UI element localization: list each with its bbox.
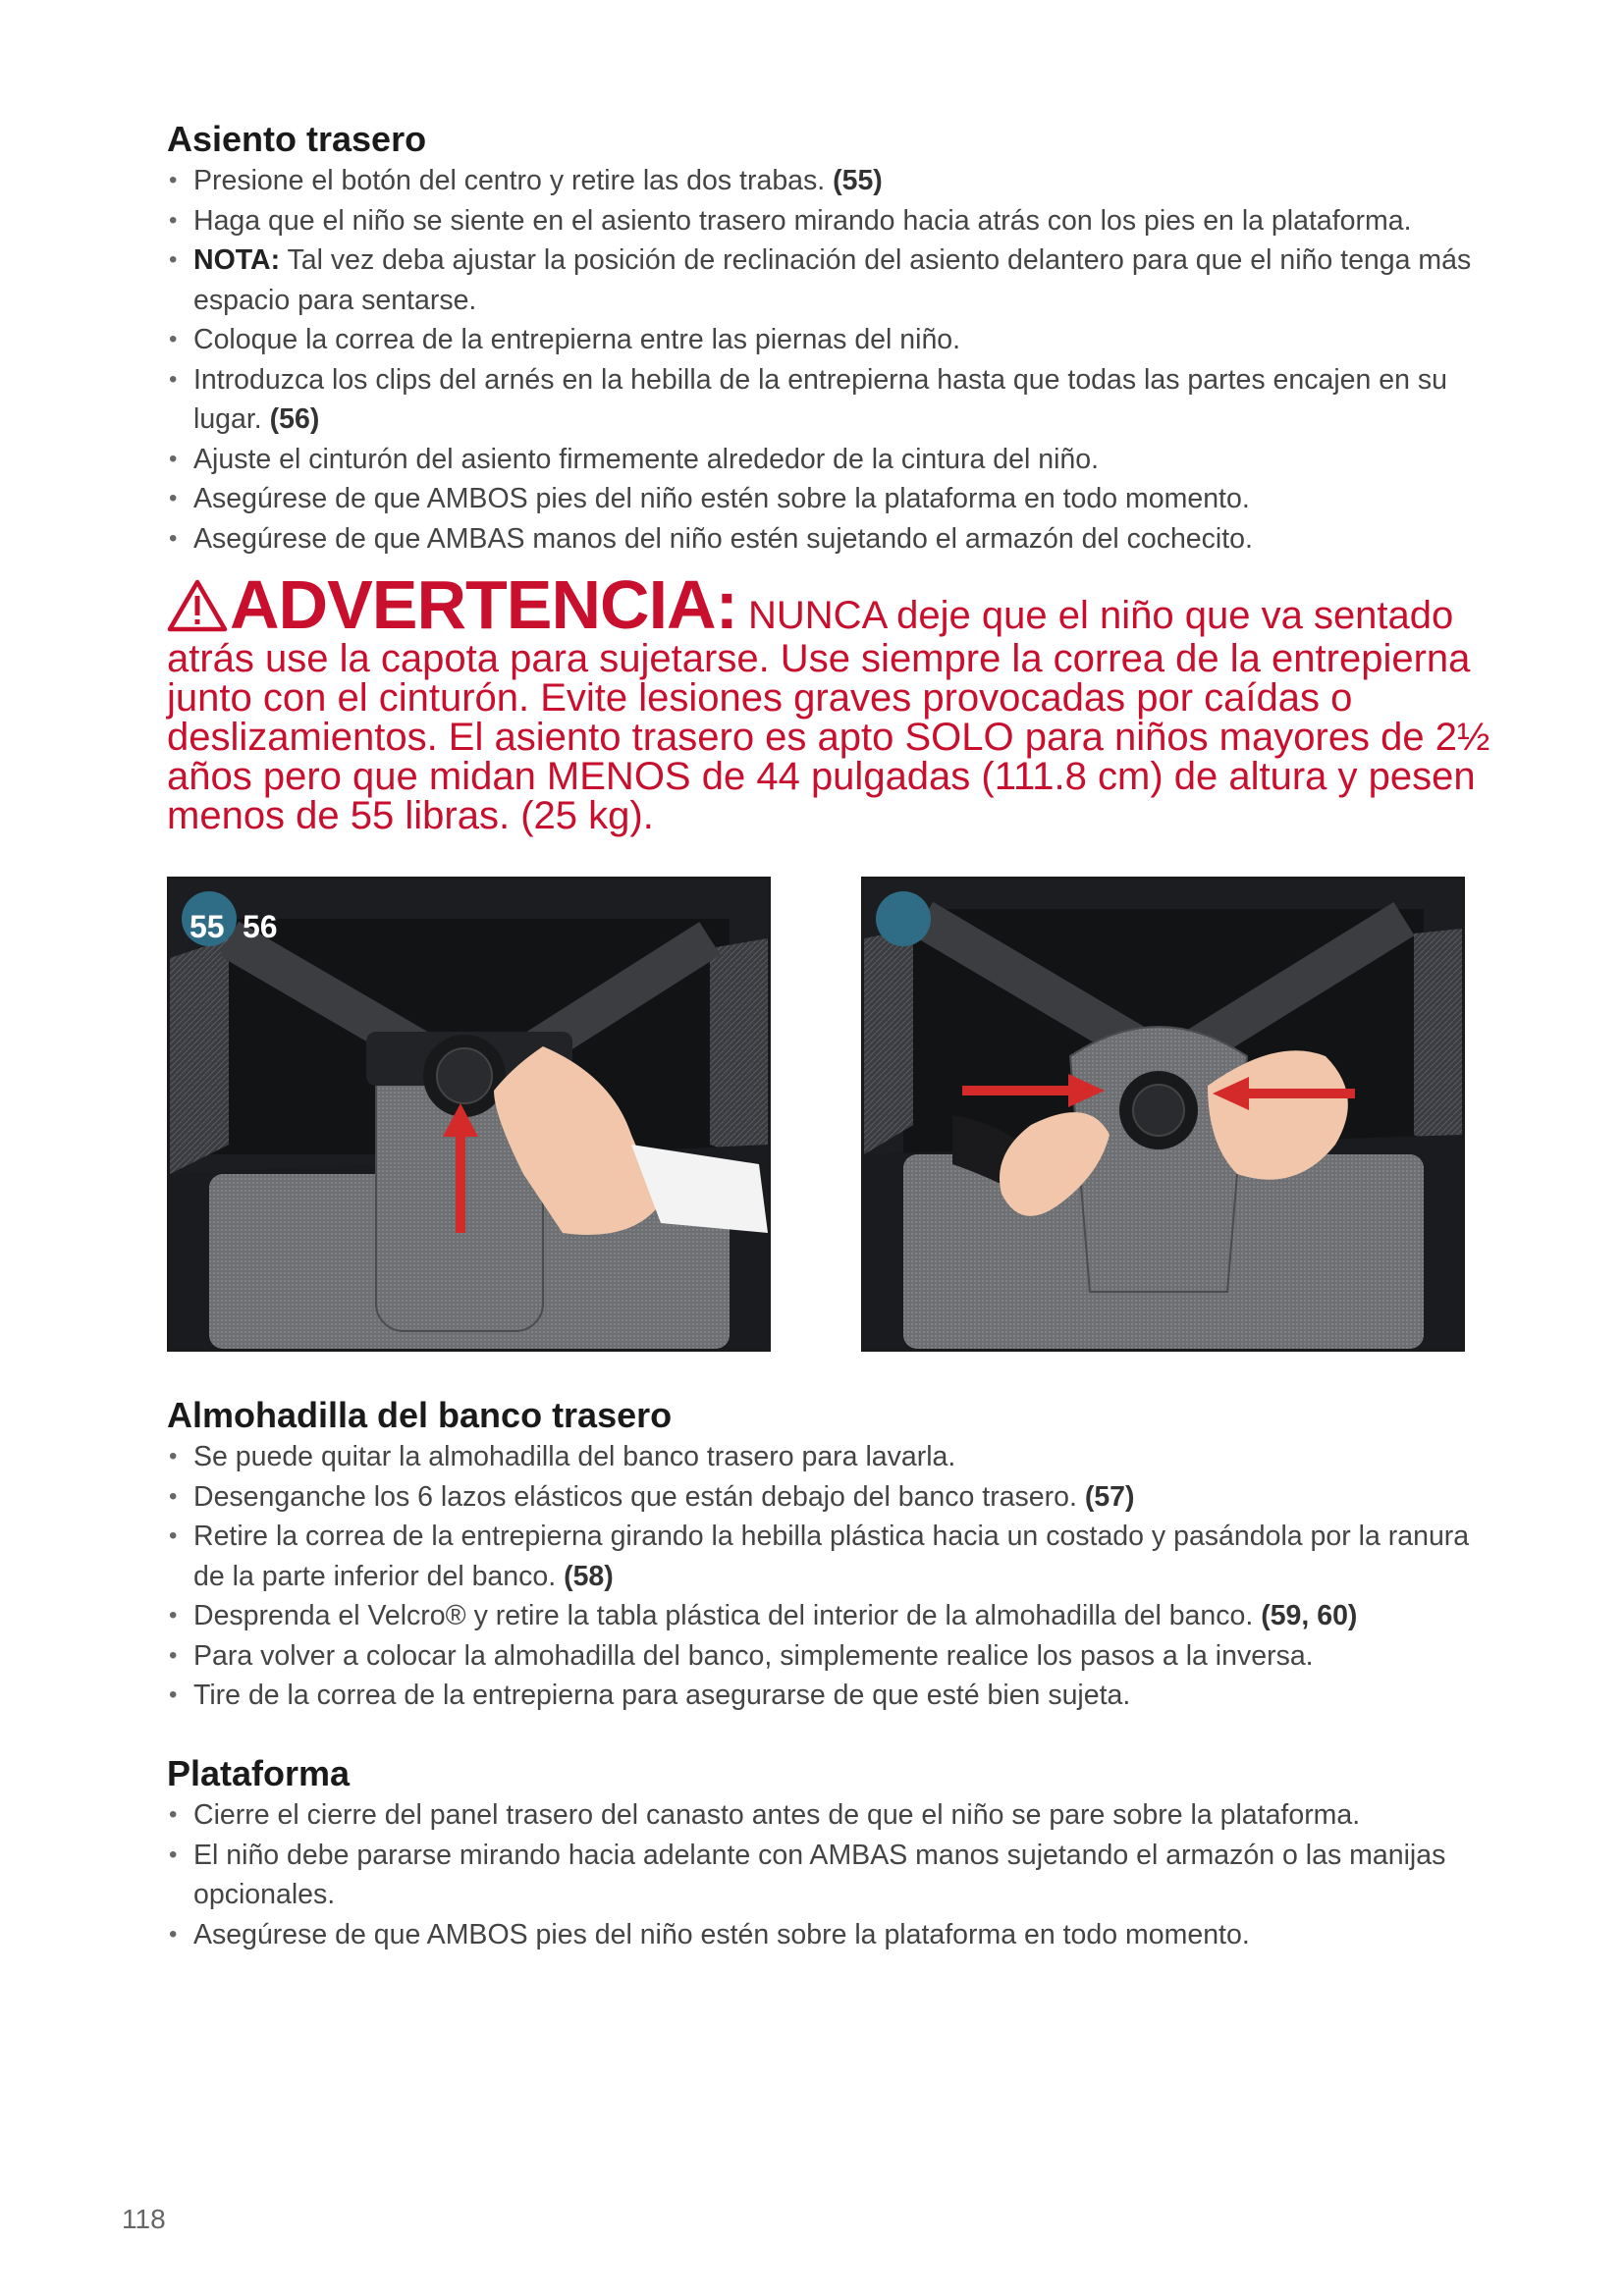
figure-badge xyxy=(876,891,931,946)
section-title: Asiento trasero xyxy=(167,119,427,159)
list-item: • El niño debe pararse mirando hacia adelante con AMBAS manos sujetando el armazón o las manijas opcionales. xyxy=(167,1836,1473,1915)
list-item: • Introduzca los clips del arnés en la hebilla de la entrepierna hasta que todas las partes encajen en su lugar. (56) xyxy=(167,360,1473,440)
list-item: • Desprenda el Velcro® y retire la tabla plástica del interior de la almohadilla del banco. (59, 60) xyxy=(167,1596,1473,1636)
warning-text: NUNCA deje que el niño que va sentado atrás use la capota para sujetarse. Use siempre la correa de la entrepierna junto con el cinturón. Evite lesiones graves provocadas por caídas o deslizamientos. El asiento trasero es apto SOLO para niños mayores de 2½ años pero que midan MENOS de 44 pulgadas (111.8 cm) de altura y pesen menos de 55 libras. (25 kg). xyxy=(167,594,1490,837)
figure-badge-number: 55 xyxy=(189,909,225,944)
section-asiento-trasero xyxy=(167,118,1473,559)
figure-ref: (55) xyxy=(833,165,883,196)
list-item: • Retire la correa de la entrepierna girando la hebilla plástica hacia un costado y pasándola por la ranura de la parte inferior del banco. (58) xyxy=(167,1517,1473,1596)
list-item: • Para volver a colocar la almohadilla del banco, simplemente realice los pasos a la inversa. xyxy=(167,1636,1473,1677)
warning-block xyxy=(167,566,1502,837)
list-item: • Tire de la correa de la entrepierna para asegurarse de que esté bien sujeta. xyxy=(167,1676,1473,1716)
list-item: • Coloque la correa de la entrepierna entre las piernas del niño. xyxy=(167,320,1473,360)
section-title: Almohadilla del banco trasero xyxy=(167,1395,673,1435)
figure-unlabeled xyxy=(861,877,1465,1352)
bullet-list xyxy=(167,1795,1473,1954)
warning-triangle-icon xyxy=(167,579,228,639)
bullet-list xyxy=(167,161,1473,559)
figure-ref: (57) xyxy=(1084,1480,1135,1513)
figure-ref: (56) xyxy=(269,403,320,435)
list-item: • Asegúrese de que AMBOS pies del niño estén sobre la plataforma en todo momento. xyxy=(167,1915,1473,1955)
section-plataforma xyxy=(167,1752,1473,1954)
warning-heading: ADVERTENCIA: xyxy=(230,566,737,643)
list-item: • Cierre el cierre del panel trasero del canasto antes de que el niño se pare sobre la plataforma. xyxy=(167,1795,1473,1836)
section-almohadilla xyxy=(167,1394,1473,1716)
figure-ref: (59, 60) xyxy=(1261,1600,1358,1631)
list-item: • Se puede quitar la almohadilla del banco trasero para lavarla. xyxy=(167,1437,1473,1477)
list-item: • Presione el botón del centro y retire las dos trabas. (55) xyxy=(167,161,1473,201)
figure-ref: (58) xyxy=(564,1560,614,1592)
list-item: • Ajuste el cinturón del asiento firmemente alrededor de la cintura del niño. xyxy=(167,440,1473,480)
page-number: 118 xyxy=(122,2204,166,2234)
list-item: • Asegúrese de que AMBAS manos del niño estén sujetando el armazón del cochecito. xyxy=(167,519,1473,560)
figure-55-56 xyxy=(167,877,771,1352)
section-title: Plataforma xyxy=(167,1753,351,1793)
figure-label-number: 56 xyxy=(243,909,278,944)
note-label: NOTA: xyxy=(193,244,281,276)
list-item: • NOTA: Tal vez deba ajustar la posición de reclinación del asiento delantero para que el niño tenga más espacio para sentarse. xyxy=(167,240,1473,320)
bullet-list xyxy=(167,1437,1473,1716)
list-item: • Desenganche los 6 lazos elásticos que están debajo del banco trasero. (57) xyxy=(167,1477,1473,1518)
list-item: • Asegúrese de que AMBOS pies del niño estén sobre la plataforma en todo momento. xyxy=(167,479,1473,519)
list-item: • Haga que el niño se siente en el asiento trasero mirando hacia atrás con los pies en la plataforma. xyxy=(167,201,1473,241)
